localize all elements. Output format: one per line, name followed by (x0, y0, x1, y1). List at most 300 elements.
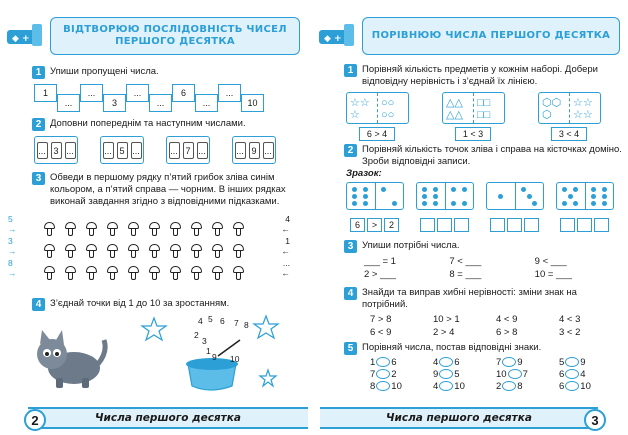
domino-dot (352, 187, 357, 192)
mushroom (86, 244, 97, 258)
dot-number: 8 (244, 320, 249, 330)
set-right (377, 93, 408, 123)
mushroom-cap (149, 266, 160, 273)
inequality-box: 1 < 3 (455, 127, 491, 141)
mushroom-cap (107, 244, 118, 251)
card-number: ... (103, 142, 114, 159)
right-page (316, 0, 628, 435)
mushroom (170, 266, 181, 280)
sign-oval[interactable] (439, 381, 453, 391)
mushroom-cap (65, 222, 76, 229)
hint-right (266, 258, 290, 278)
mushroom-cap (149, 244, 160, 251)
compare-right: 8 (517, 381, 523, 392)
fill-item: ___ = 1 (364, 256, 396, 267)
sign-oval[interactable] (439, 369, 453, 379)
mushroom (191, 244, 202, 258)
domino (416, 182, 474, 210)
compare-item (433, 357, 490, 368)
right-footer: Числа першого десятка (320, 407, 598, 429)
card-number: ... (37, 142, 48, 159)
neighbour-card (166, 136, 210, 164)
compare-left: 6 (559, 369, 565, 380)
fill-item: 2 > ___ (364, 269, 396, 280)
mushroom-stem (152, 251, 157, 258)
domino-dot (422, 194, 427, 199)
domino-dot (602, 194, 607, 199)
hint-number: 4 (285, 214, 290, 224)
compare-left: 4 (433, 381, 439, 392)
mushroom (149, 266, 160, 280)
mushroom (191, 266, 202, 280)
hint-left (8, 236, 34, 256)
mushroom-cap (233, 266, 244, 273)
mushroom (44, 244, 55, 258)
arrow-right-icon: → (8, 268, 17, 278)
right-task-3 (344, 240, 624, 253)
record-cell (594, 218, 609, 232)
record-boxes (560, 218, 611, 232)
mushroom-cap (128, 266, 139, 273)
set-shapes-icon: ☆☆ ☆☆ (573, 97, 593, 121)
mushroom-cap (86, 244, 97, 251)
compare-right: 7 (522, 369, 528, 380)
numbers-logo-icon (6, 22, 46, 50)
domino-dot (392, 201, 397, 206)
fill-item: 7 < ___ (449, 256, 482, 267)
mushroom-stem (194, 273, 199, 280)
inequality-item: 2 > 4 (433, 327, 455, 338)
compare-item (433, 381, 490, 392)
compare-item (496, 369, 553, 380)
card-number: 9 (249, 142, 260, 159)
mushroom-stem (173, 251, 178, 258)
object-set (346, 92, 409, 124)
card-number: 3 (51, 142, 62, 159)
dot-number: 6 (220, 316, 225, 326)
domino (486, 182, 544, 210)
left-task-2 (32, 118, 302, 131)
set-shapes-icon: ○○ ○○ (381, 97, 395, 121)
compare-left: 5 (559, 357, 565, 368)
mushroom-stem (236, 251, 241, 258)
mushroom-stem (194, 229, 199, 236)
sequence-cell: 6 (172, 84, 195, 102)
left-header (6, 16, 306, 56)
svg-text:◆ +: ◆ + (12, 34, 30, 44)
fill-item: 9 < ___ (534, 256, 567, 267)
hint-number: 8 (8, 258, 13, 268)
compare-right: 2 (391, 369, 397, 380)
mushroom-stem (47, 251, 52, 258)
mushroom (170, 244, 181, 258)
domino-dot (591, 187, 596, 192)
left-page (0, 0, 312, 435)
sequence-cell: ... (149, 94, 172, 112)
right-page-title: ПОРІВНЮЮ ЧИСЛА ПЕРШОГО ДЕСЯТКА (362, 17, 620, 55)
mushroom (233, 222, 244, 236)
neighbour-card (232, 136, 276, 164)
domino-dot (433, 201, 438, 206)
record-cell (437, 218, 452, 232)
neighbour-card (100, 136, 144, 164)
mushroom-cap (107, 222, 118, 229)
mushroom-cap (44, 244, 55, 251)
compare-left: 7 (496, 357, 502, 368)
compare-item (370, 357, 427, 368)
sign-oval[interactable] (565, 369, 579, 379)
sign-oval[interactable] (439, 357, 453, 367)
mushroom-stem (47, 229, 52, 236)
mushroom (65, 244, 76, 258)
domino-dot (381, 187, 386, 192)
dot-number: 9 (212, 352, 217, 362)
mushroom-cap (191, 244, 202, 251)
fill-numbers (364, 256, 614, 280)
sequence-cell: ... (218, 84, 241, 102)
mushroom (212, 266, 223, 280)
object-set (538, 92, 601, 124)
compare-right: 10 (454, 381, 465, 392)
record-boxes (490, 218, 541, 232)
mushroom-cap (86, 222, 97, 229)
compare-left: 9 (433, 369, 439, 380)
mushroom-stem (215, 273, 220, 280)
record-cell (454, 218, 469, 232)
task-number: 3 (344, 240, 357, 253)
mushroom-stem (236, 229, 241, 236)
domino-half (445, 183, 474, 209)
domino-dot (451, 187, 456, 192)
sequence-cell: ... (80, 84, 103, 102)
mushroom-stem (131, 251, 136, 258)
mushroom-stem (89, 273, 94, 280)
sequence-cell: ... (195, 94, 218, 112)
mushroom-stem (110, 273, 115, 280)
record-boxes (420, 218, 471, 232)
mushroom (86, 222, 97, 236)
compare-left: 10 (496, 369, 507, 380)
compare-left: 8 (370, 381, 376, 392)
task-text: Знайди та виправ хибні нерівності: зміни знак на потрібний. (362, 287, 577, 310)
domino-half (375, 183, 404, 209)
mushroom-cap (128, 222, 139, 229)
task-number: 2 (344, 144, 357, 157)
right-task-4 (344, 287, 624, 311)
right-task-1 (344, 64, 624, 88)
mushroom-stem (194, 251, 199, 258)
right-task-2 (344, 144, 624, 168)
arrow-left-icon: ← (281, 246, 290, 256)
inequality-item: 4 < 3 (559, 314, 581, 325)
mushroom (149, 222, 160, 236)
record-cell: > (367, 218, 382, 232)
compare-item (559, 369, 616, 380)
card-number: ... (235, 142, 246, 159)
compare-right: 10 (580, 381, 591, 392)
sign-oval[interactable] (508, 369, 522, 379)
inequality-item: 3 < 2 (559, 327, 581, 338)
arrow-left-icon: ← (281, 224, 290, 234)
mushroom-cap (233, 244, 244, 251)
set-shapes-icon: ☆☆ ☆ (350, 97, 370, 121)
domino-dot (352, 201, 357, 206)
mushroom (191, 222, 202, 236)
hint-right (266, 214, 290, 234)
inequality-box: 6 > 4 (359, 127, 395, 141)
neighbour-card (34, 136, 78, 164)
compare-left: 7 (370, 369, 376, 380)
mushroom (107, 266, 118, 280)
fill-item: 8 = ___ (449, 269, 482, 280)
compare-item (559, 357, 616, 368)
card-number: 5 (117, 142, 128, 159)
svg-text:◆ +: ◆ + (324, 34, 342, 44)
mushroom-stem (89, 251, 94, 258)
sign-oval[interactable] (502, 357, 516, 367)
mushroom (233, 244, 244, 258)
mushroom (212, 222, 223, 236)
domino-dot (498, 194, 503, 199)
record-boxes (350, 218, 401, 232)
set-shapes-icon: ⬡⬡ ⬡ (542, 97, 562, 121)
left-page-number: 2 (24, 409, 46, 431)
hint-number: 1 (285, 236, 290, 246)
right-page-number: 3 (584, 409, 606, 431)
domino-dot (568, 194, 573, 199)
record-cell: 6 (350, 218, 365, 232)
mushroom-cap (170, 266, 181, 273)
domino-dot (521, 187, 526, 192)
domino-dot (527, 194, 532, 199)
task-text: Доповни попереднім та наступним числами. (50, 118, 246, 129)
task-number: 1 (344, 64, 357, 77)
task-text: Упиши пропущені числа. (50, 66, 159, 77)
domino-half (417, 183, 445, 209)
inequality-box: 3 < 4 (551, 127, 587, 141)
set-left (443, 93, 473, 123)
card-number: ... (197, 142, 208, 159)
dot-number: 7 (234, 318, 239, 328)
mushroom (149, 244, 160, 258)
left-task-3 (32, 172, 304, 208)
mushroom-cap (44, 266, 55, 273)
numbers-logo-icon (318, 22, 358, 50)
arrow-right-icon: → (8, 224, 17, 234)
mushroom-stem (173, 229, 178, 236)
compare-item (370, 369, 427, 380)
record-cell (507, 218, 522, 232)
task-text: Порівняй кількість точок зліва і справа на кісточках доміно. Зроби відповідні записи. (362, 144, 622, 167)
mushroom-cap (128, 244, 139, 251)
hint-number: 5 (8, 214, 13, 224)
sign-oval[interactable] (565, 381, 579, 391)
sign-oval[interactable] (376, 357, 390, 367)
mushroom (65, 266, 76, 280)
mushroom-cap (212, 222, 223, 229)
compare-item (433, 369, 490, 380)
mushroom-cap (233, 222, 244, 229)
domino-dot (573, 201, 578, 206)
sequence-cell: 1 (34, 84, 57, 102)
mushroom-cap (44, 222, 55, 229)
mushroom-stem (131, 229, 136, 236)
compare-right: 9 (580, 357, 586, 368)
left-page-title: ВІДТВОРЮЮ ПОСЛІДОВНІСТЬ ЧИСЕЛ ПЕРШОГО ДЕСЯТКА (50, 17, 300, 55)
right-header (318, 16, 623, 56)
sign-oval[interactable] (376, 381, 390, 391)
hint-right (266, 236, 290, 256)
card-number: 7 (183, 142, 194, 159)
set-shapes-icon: □□ □□ (477, 97, 491, 121)
mushroom-stem (152, 229, 157, 236)
arrow-right-icon: → (8, 246, 17, 256)
mushroom-cap (107, 266, 118, 273)
fill-item: 10 = ___ (534, 269, 572, 280)
task-number: 3 (32, 172, 45, 185)
set-right (473, 93, 504, 123)
card-number: ... (263, 142, 274, 159)
task-number: 2 (32, 118, 45, 131)
hint-number: 3 (8, 236, 13, 246)
domino-dot (602, 187, 607, 192)
compare-left: 4 (433, 357, 439, 368)
task-text: Порівняй числа, постав відповідні знаки. (362, 342, 542, 353)
task-number: 1 (32, 66, 45, 79)
sign-oval[interactable] (502, 381, 516, 391)
dot-number: 5 (208, 314, 213, 324)
domino-dot (462, 201, 467, 206)
inequality-item: 6 > 8 (496, 327, 518, 338)
mushroom-cap (86, 266, 97, 273)
arrow-left-icon: ← (281, 268, 290, 278)
card-number: ... (131, 142, 142, 159)
hint-left (8, 214, 34, 234)
left-task-1 (32, 66, 302, 79)
sign-oval[interactable] (376, 369, 390, 379)
inequality-item: 6 < 9 (370, 327, 392, 338)
mushroom (86, 266, 97, 280)
domino-dot (591, 201, 596, 206)
record-cell: 2 (384, 218, 399, 232)
mushroom (44, 266, 55, 280)
mushroom (128, 244, 139, 258)
mushroom-cap (212, 266, 223, 273)
mushroom-stem (68, 273, 73, 280)
mushroom-cap (170, 222, 181, 229)
mushroom-cap (212, 244, 223, 251)
domino-dot (363, 187, 368, 192)
task-number: 4 (344, 287, 357, 300)
domino-dot (433, 194, 438, 199)
task-number: 4 (32, 298, 45, 311)
domino (556, 182, 614, 210)
record-cell (560, 218, 575, 232)
mushroom-stem (110, 251, 115, 258)
hint-number: ... (282, 258, 290, 268)
compare-numbers (370, 357, 616, 392)
dot-number: 2 (194, 330, 199, 340)
mushroom-stem (68, 229, 73, 236)
domino-half (585, 183, 614, 209)
domino-dot (363, 194, 368, 199)
set-left (539, 93, 569, 123)
domino-dot (532, 201, 537, 206)
domino-half (487, 183, 515, 209)
mushroom-cap (65, 266, 76, 273)
mushroom (128, 266, 139, 280)
dot-number: 4 (198, 316, 203, 326)
task-number: 5 (344, 342, 357, 355)
mushroom (65, 222, 76, 236)
mushroom-stem (47, 273, 52, 280)
mushroom-cap (149, 222, 160, 229)
mushroom-stem (152, 273, 157, 280)
mushroom (233, 266, 244, 280)
compare-left: 6 (559, 381, 565, 392)
inequality-item: 4 < 9 (496, 314, 518, 325)
domino-dot (562, 187, 567, 192)
set-right (569, 93, 600, 123)
domino-half (515, 183, 544, 209)
mushroom-stem (215, 229, 220, 236)
mushroom-stem (236, 273, 241, 280)
mushroom-stem (68, 251, 73, 258)
mushroom (44, 222, 55, 236)
mushroom-stem (215, 251, 220, 258)
domino-dot (352, 194, 357, 199)
mushroom (107, 244, 118, 258)
sign-oval[interactable] (565, 357, 579, 367)
dot-number: 1 (206, 346, 211, 356)
domino-dot (363, 201, 368, 206)
record-cell (490, 218, 505, 232)
inequality-item: 10 > 1 (433, 314, 460, 325)
set-left (347, 93, 377, 123)
compare-right: 9 (517, 357, 523, 368)
mushroom-stem (89, 229, 94, 236)
domino-dot (602, 201, 607, 206)
compare-left: 2 (496, 381, 502, 392)
compare-right: 4 (580, 369, 586, 380)
domino-dot (591, 194, 596, 199)
domino-dot (422, 187, 427, 192)
task-text: Упиши потрібні числа. (362, 240, 460, 251)
sequence-cell: ... (57, 94, 80, 112)
domino-dot (422, 201, 427, 206)
sequence-cell: 3 (103, 94, 126, 112)
card-number: ... (169, 142, 180, 159)
compare-item (370, 381, 427, 392)
domino-half (347, 183, 375, 209)
domino-dot (451, 201, 456, 206)
card-number: ... (65, 142, 76, 159)
mushroom-stem (131, 273, 136, 280)
right-task-5 (344, 342, 624, 355)
sequence-cell: ... (126, 84, 149, 102)
connect-dots-area (140, 310, 280, 400)
hint-left (8, 258, 34, 278)
mushroom-stem (173, 273, 178, 280)
example-label: Зразок: (346, 168, 382, 179)
record-cell (524, 218, 539, 232)
left-footer: Числа першого десятка (28, 407, 308, 429)
cat-illustration-icon (30, 328, 110, 393)
dot-number: 3 (202, 336, 207, 346)
mushroom (107, 222, 118, 236)
domino-dot (462, 187, 467, 192)
compare-right: 6 (454, 357, 460, 368)
